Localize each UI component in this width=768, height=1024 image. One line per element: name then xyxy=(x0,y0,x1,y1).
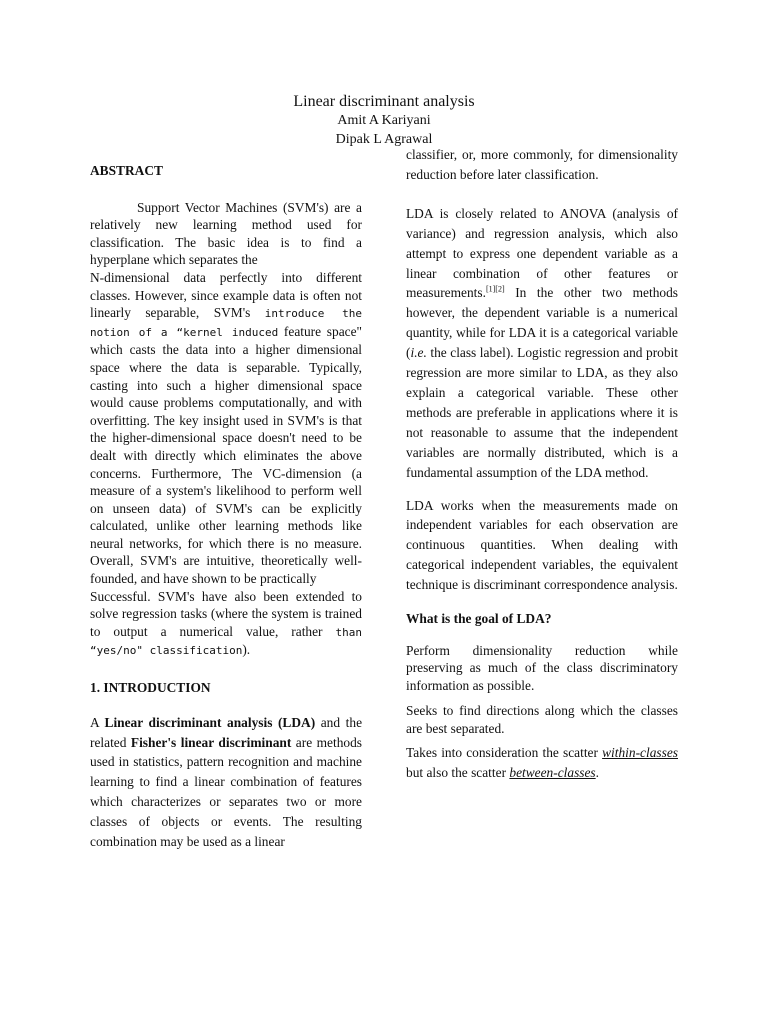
goal-point-2: Seeks to find directions along which the classes are best separated. xyxy=(406,703,678,736)
paper-title: Linear discriminant analysis xyxy=(293,93,475,110)
abstract-paragraph-1: Support Vector Machines (SVM's) are a relatively new learning method used for classification. The basic idea is to find a hyperplane which separates the xyxy=(90,199,362,268)
right-column xyxy=(406,145,678,783)
anova-text: the class label). Logistic regression and probit regression are more similar to LDA, as they also explain a categorical variable. These other methods are preferable in applications where it is not reasonable to assume that the independent variables are normally distributed, which is a fundamental assumption of the LDA method. xyxy=(406,345,678,480)
author-2: Dipak L Agrawal xyxy=(335,132,433,147)
ie-term: i.e. xyxy=(410,345,427,361)
abstract-heading: ABSTRACT xyxy=(90,163,163,178)
abstract-end: ). xyxy=(242,642,251,658)
abstract-mono-text: than “yes/no" classification xyxy=(90,625,362,658)
anova-text: LDA is closely related to ANOVA (analysis of variance) and regression analysis, which also attempt to express one dependent variable as a linear combination of other features or measurements. xyxy=(406,205,678,301)
abstract-text: Successful. SVM's have also been extended to solve regression tasks (where the system is trained to output a numerical value, rather xyxy=(90,588,362,639)
abstract-paragraph-3 xyxy=(90,588,362,660)
abstract-text: feature space" which casts the data into a higher dimensional space where the data is separable. Typically, casting into such a higher dimensional space would cause problems computationally, and with overfitting. The key insight used in SVM's is that the higher-dimensional space doesn't need to be dealt with directly which eliminates the above concerns. Furthermore, The VC-dimension (a measure of a system's likelihood to perform well on unseen data) of SVM's can be explicitly calculated, unlike other learning methods like neural networks, for which there is no measure. Overall, SVM's are intuitive, theoretically well-founded, and have shown to be practically xyxy=(90,323,362,587)
goal-point-3 xyxy=(406,743,678,783)
intro-text: and the related xyxy=(90,714,363,750)
author-1: Amit A Kariyani xyxy=(337,113,431,128)
left-column xyxy=(90,162,362,852)
anova-paragraph xyxy=(406,204,678,483)
between-classes-link[interactable]: between-classes xyxy=(509,764,596,780)
anova-text: In the other two methods however, the dependent variable is a numerical quantity, while for LDA it is a categorical variable ( xyxy=(406,285,678,361)
citation: [1][2] xyxy=(485,284,505,294)
goal-heading: What is the goal of LDA? xyxy=(406,611,552,627)
lda-term: Linear discriminant analysis (LDA) xyxy=(104,714,316,730)
introduction-paragraph xyxy=(90,713,362,852)
goal-text: . xyxy=(595,764,600,780)
introduction-heading: 1. INTRODUCTION xyxy=(90,680,211,696)
goal-text: but also the scatter xyxy=(406,764,510,780)
abstract-text: N-dimensional data perfectly into different classes. However, since example data is often not linearly separable, SVM's xyxy=(90,269,362,321)
fisher-term: Fisher's linear discriminant xyxy=(130,734,292,750)
goal-text: Takes into consideration the scatter xyxy=(406,744,603,760)
title-block xyxy=(0,92,768,149)
within-classes-link[interactable]: within-classes xyxy=(602,744,678,760)
measurements-paragraph: LDA works when the measurements made on independent variables for each observation are continuous quantities. When dealing with categorical independent variables, the equivalent technique is discriminant correspondence analysis. xyxy=(406,497,678,593)
abstract-mono-text: introduce the notion of a “kernel induced xyxy=(90,307,362,339)
intro-text: A xyxy=(90,714,105,730)
intro-text: are methods used in statistics, pattern recognition and machine learning to find a linear combination of features which characterizes or separates two or more classes of objects or events. The resulting combination may be used as a linear xyxy=(90,734,362,850)
abstract-paragraph-2 xyxy=(90,269,362,588)
goal-point-1: Perform dimensionality reduction while preserving as much of the class discriminatory information as possible. xyxy=(406,642,678,693)
introduction-continuation: classifier, or, more commonly, for dimensionality reduction before later classification. xyxy=(406,147,678,182)
